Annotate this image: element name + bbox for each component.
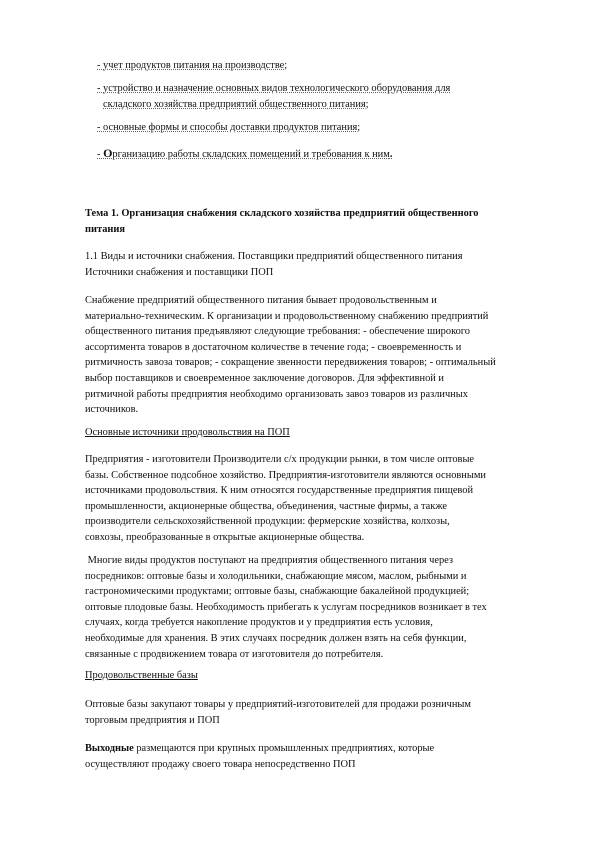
paragraph-line: необходимые для хранения. В этих случаях посредник должен взять на себя функции, [85, 632, 467, 644]
paragraph-line: Оптовые базы закупают товары у предприятий-изготовителей для продажи розничным [85, 699, 471, 710]
bullet-item [97, 146, 537, 163]
paragraph [85, 697, 545, 728]
paragraph-line: ритмичность завоза товаров; - сокращение звенности передвижения товаров; - оптимальный [85, 357, 496, 369]
paragraph-line: Многие виды продуктов поступают на предприятия общественного питания через [85, 555, 453, 566]
paragraph-line: торговым предприятия и ПОП [85, 714, 220, 726]
bullet-dash: - [97, 149, 104, 160]
section-heading-line: Источники снабжения и поставщики ПОП [85, 266, 274, 278]
bold-term: Выходные [85, 743, 134, 754]
paragraph-line: промышленности, акционерные общества, объединения, частные фирмы, а также [85, 500, 447, 512]
bullet-text: рганизацию работы складских помещений и требования к ним [112, 149, 390, 160]
paragraph [85, 553, 545, 662]
bullet-period: . [389, 149, 393, 160]
bullet-item [97, 81, 537, 112]
paragraph-line: производители сельскохозяйственной продукции: фермерские хозяйства, колхозы, [85, 516, 450, 528]
section-heading-line: 1.1 Виды и источники снабжения. Поставщики предприятий общественного питания [85, 251, 463, 262]
paragraph-line: связанные с продвижением товара от изготовителя до потребителя. [85, 648, 384, 660]
bullet-item [97, 120, 537, 136]
subheading-bases: Продовольственные базы [85, 670, 198, 681]
paragraph [85, 741, 545, 772]
topic-heading-line: Тема 1. Организация снабжения складского хозяйства предприятий общественного [85, 208, 479, 219]
paragraph-line: выбор поставщиков и своевременное заключение договоров. Для эффективной и [85, 372, 444, 384]
paragraph-line: посредников: оптовые базы и холодильники, снабжающие мясом, маслом, рыбными и [85, 570, 467, 582]
paragraph-line: Предприятия - изготовители Производители с/х продукции рынки, в том числе оптовые [85, 454, 475, 465]
paragraph-text: размещаются при крупных промышленных предприятиях, которые [133, 743, 435, 754]
topic-heading [85, 206, 545, 237]
subheading-sources: Основные источники продовольствия на ПОП [85, 427, 290, 438]
section-heading [85, 249, 545, 280]
paragraph-line: ассортимента товаров в достаточном количестве в течение года; - своевременность и [85, 341, 462, 353]
bullet-text: складского хозяйства предприятий общественного питания; [103, 98, 369, 110]
paragraph [85, 452, 545, 546]
paragraph [85, 293, 545, 418]
paragraph-line: источниками продовольствия. К ним относятся государственные предприятия пищевой [85, 485, 474, 497]
paragraph-line: материально-техническим. К организации и продовольственному снабжению предприятий [85, 310, 489, 322]
paragraph-line: случаях, когда требуется накопление продуктов и у предприятия есть условия, [85, 617, 433, 629]
bullet-item [97, 58, 537, 74]
paragraph-line: оптовые плодовые базы. Необходимость прибегать к услугам посредников возникает в тех [85, 601, 487, 613]
paragraph-line: общественного питания предъявляют следующие требования: - обеспечение широкого [85, 326, 470, 338]
paragraph-line: источников. [85, 404, 139, 416]
paragraph-line: ритмичной работы предприятия необходимо организовать завоз товаров из различных [85, 388, 468, 400]
topic-heading-line: питания [85, 223, 125, 235]
paragraph-line: Снабжение предприятий общественного питания бывает продовольственным и [85, 295, 437, 306]
bullet-text: - учет продуктов питания на производстве; [97, 60, 288, 71]
paragraph-line: осуществляют продажу своего товара непосредственно ПОП [85, 758, 356, 770]
bullet-capital: О [103, 146, 113, 160]
bullet-text: - устройство и назначение основных видов технологического оборудования для [97, 83, 451, 94]
paragraph-line: гастрономическими продуктами; оптовые базы, снабжающие бакалейной продукцией; [85, 586, 470, 598]
paragraph-line: базы. Собственное подсобное хозяйство. Предприятия-изготовители являются основными [85, 469, 486, 481]
bullet-text: - основные формы и способы доставки продуктов питания; [97, 122, 361, 133]
paragraph-line: совхозы, преобразованные в открытые акционерные общества. [85, 531, 365, 543]
subheading [85, 668, 545, 684]
subheading [85, 425, 545, 441]
